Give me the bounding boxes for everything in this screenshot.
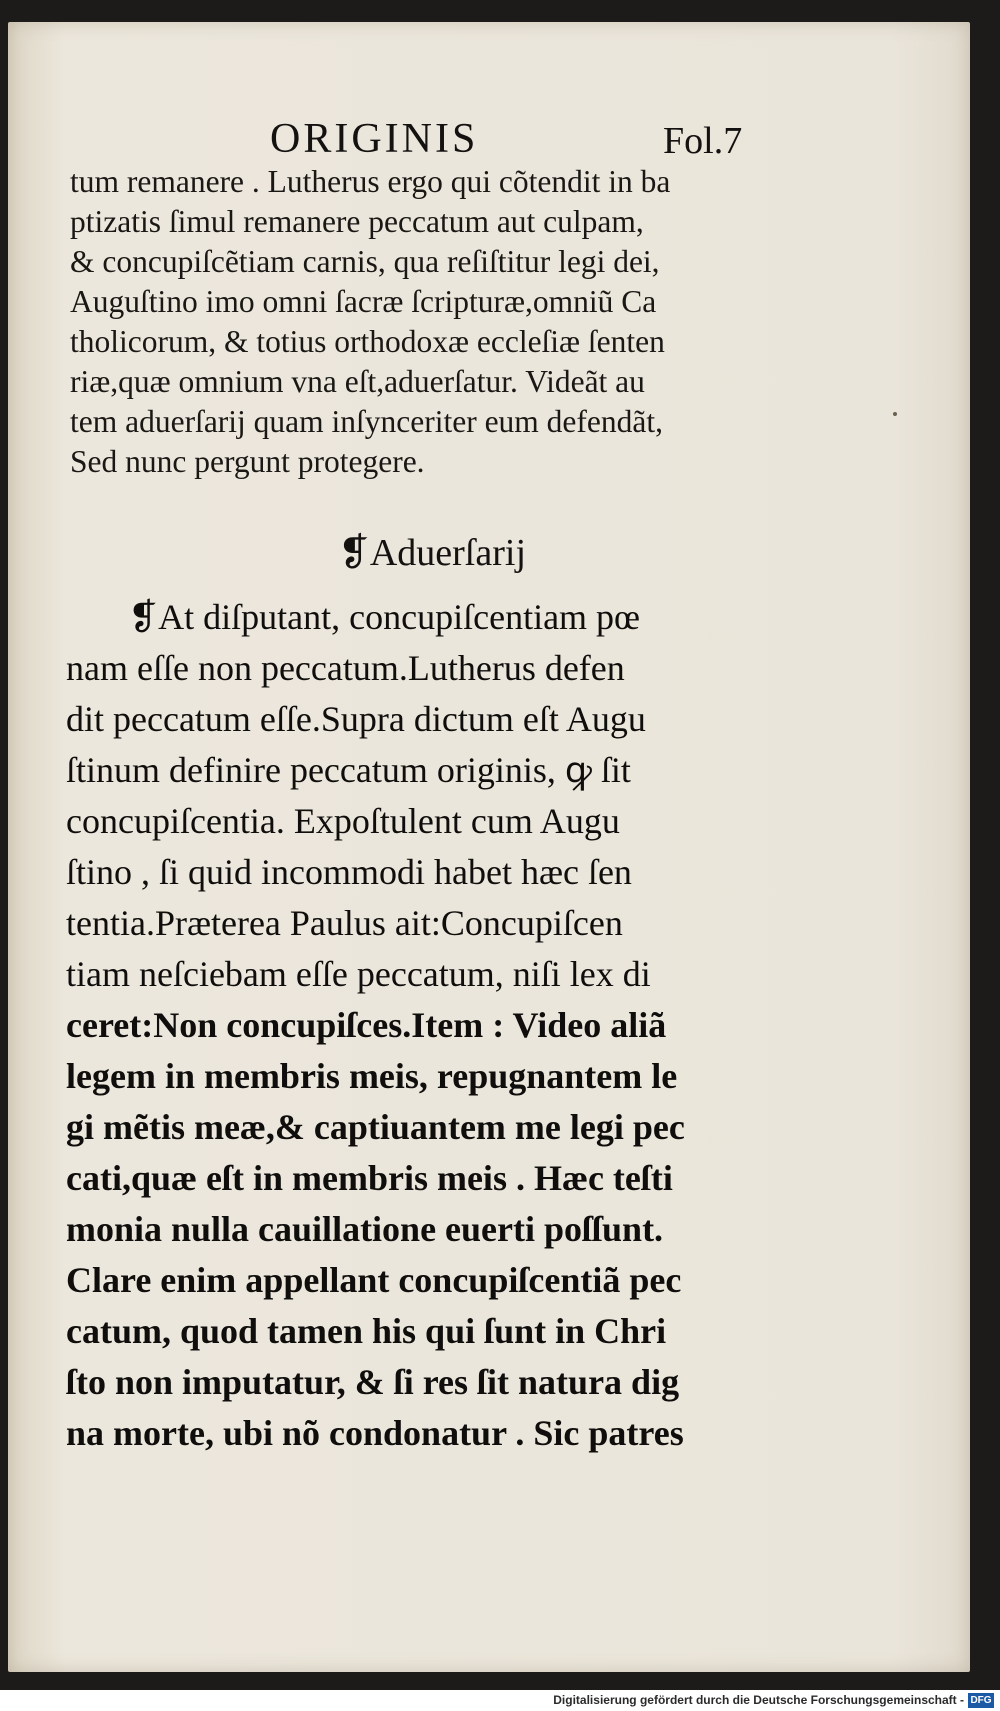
text-line: Clare enim appellant concupiſcentiã pec (66, 1260, 682, 1300)
text-line: catum, quod tamen his qui ſunt in Chri (66, 1311, 667, 1351)
folio-number: Fol.7 (663, 120, 743, 162)
text-line: gi mẽtis meæ,& captiuantem me legi pec (66, 1107, 685, 1147)
running-head-title: ORIGINIS (270, 116, 479, 162)
text-line: ❡At diſputant, concupiſcentiam pœ (128, 597, 641, 637)
text-line: ptizatis ſimul remanere peccatum aut culpam, (70, 204, 644, 239)
text-line: nam eſſe non peccatum.Lutherus defen (66, 648, 625, 688)
text-line: tum remanere . Lutherus ergo qui cõtendit in ba (70, 164, 671, 199)
text-line: dit peccatum eſſe.Supra dictum eſt Augu (66, 699, 646, 739)
text-line: tholicorum, & totius orthodoxæ eccleſiæ ſenten (70, 324, 665, 359)
text-line: monia nulla cauillatione euerti poſſunt. (66, 1209, 664, 1249)
book-page (8, 22, 970, 1672)
digitization-footer (0, 1690, 1000, 1711)
funding-credit: Digitalisierung gefördert durch die Deutsche Forschungsgemeinschaft - (553, 1693, 964, 1707)
text-line: & concupiſcẽtiam carnis, qua reſiſtitur legi dei, (70, 244, 660, 279)
text-line: ceret:Non concupiſces.Item : Video aliã (66, 1005, 667, 1045)
text-line: riæ,quæ omnium vna eſt,aduerſatur. Videãt au (70, 364, 645, 399)
text-line: cati,quæ eſt in membris meis . Hæc teſti (66, 1158, 673, 1198)
text-line: ſtinum definire peccatum originis, ꝙ ſit (66, 750, 631, 790)
text-line: ſtino , ſi quid incommodi habet hæc ſen (66, 852, 632, 892)
text-line: legem in membris meis, repugnantem le (66, 1056, 678, 1096)
text-line: Sed nunc pergunt protegere. (70, 444, 425, 479)
text-line: ſto non imputatur, & ſi res ſit natura dig (66, 1362, 680, 1402)
text-line: Auguſtino imo omni ſacræ ſcripturæ,omniũ Ca (70, 284, 657, 319)
running-head (8, 97, 970, 162)
paper-speck (893, 412, 897, 416)
text-line: concupiſcentia. Expoſtulent cum Augu (66, 801, 620, 841)
text-line: tem aduerſarij quam inſynceriter eum defendãt, (70, 404, 663, 439)
text-line: tiam neſciebam eſſe peccatum, niſi lex di (66, 954, 651, 994)
text-line: tentia.Præterea Paulus ait:Concupiſcen (66, 903, 623, 943)
text-line: na morte, ubi nõ condonatur . Sic patres (66, 1413, 684, 1453)
paragraph-2 (66, 592, 796, 1459)
section-heading: ❡Aduerſarij (338, 532, 526, 574)
dfg-logo-icon: DFG (968, 1693, 994, 1708)
paragraph-1 (70, 162, 790, 482)
